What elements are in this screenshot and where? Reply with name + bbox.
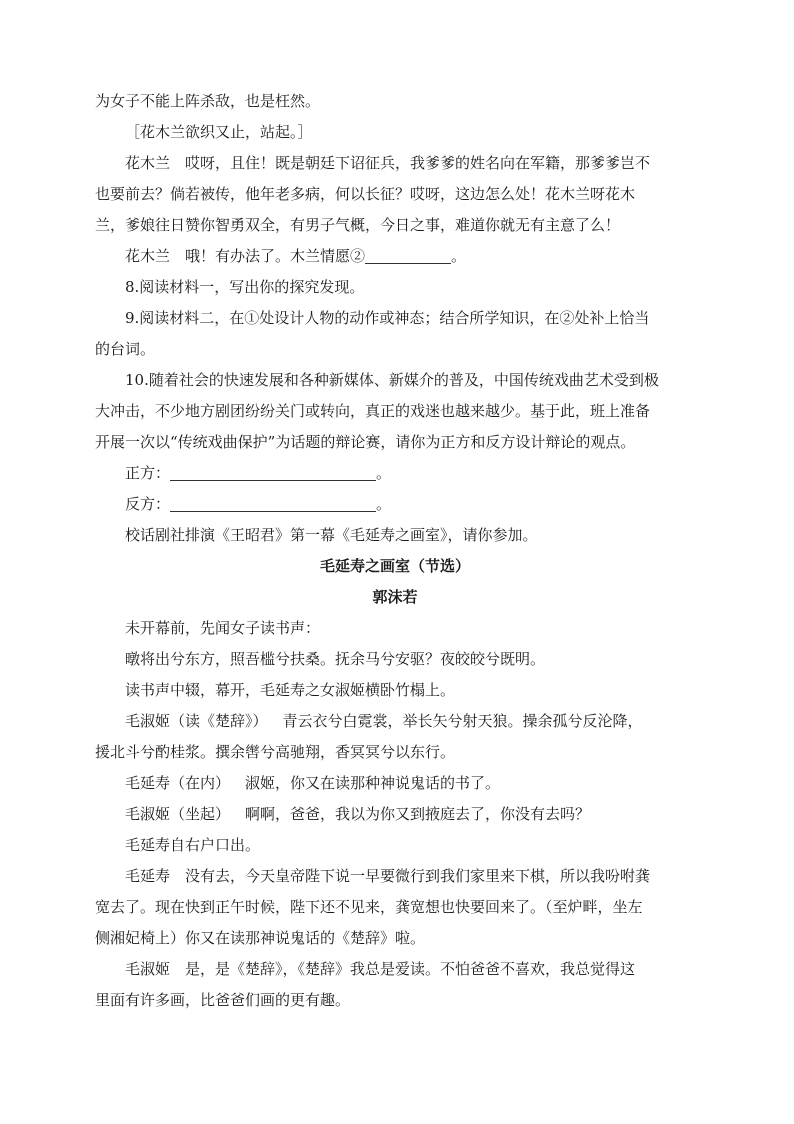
pro-answer-blank[interactable] — [170, 462, 376, 481]
document-page — [95, 86, 695, 1016]
speaker-name: 毛淑姬（读《楚辞》） — [125, 712, 268, 730]
pro-label: 正方： — [125, 464, 171, 482]
dialogue-text: 哎呀，且住！既是朝廷下诏征兵，我爹爹的姓名向在军籍，那爹爹岂不 — [185, 154, 651, 172]
speaker-name: 毛延寿 — [125, 867, 171, 885]
stage-direction: 未开幕前，先闻女子读书声： — [125, 619, 321, 637]
dialogue-text: 啊啊，爸爸，我以为你又到掖庭去了，你没有去吗？ — [245, 805, 591, 823]
play-author: 郭沫若 — [372, 588, 418, 606]
stage-direction: ［花木兰欲织又止，站起。］ — [125, 123, 313, 141]
dialogue-cont: 侧湘妃椅上）你又在读那神说鬼话的《楚辞》啦。 — [95, 929, 426, 947]
intro-line: 校话剧社排演《王昭君》第一幕《毛延寿之画室》，请你参加。 — [125, 526, 538, 544]
dialogue-text: 哦！有办法了。木兰情愿② — [185, 247, 366, 265]
poem-line: 暾将出兮东方，照吾槛兮扶桑。抚余马兮安驱？夜皎皎兮既明。 — [125, 650, 546, 668]
question-8: 8.阅读材料一，写出你的探究发现。 — [125, 278, 365, 296]
play-title: 毛延寿之画室（节选） — [319, 557, 470, 575]
answer-blank[interactable] — [365, 245, 451, 264]
dialogue-text: 淑姬，你又在读那种神说鬼话的书了。 — [245, 774, 501, 792]
stage-direction: 读书声中辍，幕开，毛延寿之女淑姬横卧竹榻上。 — [125, 681, 456, 699]
question-9: 9.阅读材料二，在①处设计人物的动作或神态；结合所学知识，在②处补上恰当 — [125, 309, 650, 327]
con-answer-line — [95, 489, 695, 520]
pro-answer-line — [95, 458, 695, 489]
dialogue-line — [95, 861, 695, 892]
dialogue-line — [95, 241, 695, 272]
question-9-cont: 的台词。 — [95, 340, 156, 358]
script-line: 也要前去？倘若被传，他年老多病，何以长征？哎呀，这边怎么处！花木兰呀花木 — [95, 185, 636, 203]
dialogue-text: 是，是《楚辞》，《楚辞》我总是爱读。不怕爸爸不喜欢，我总觉得这 — [185, 960, 636, 978]
dialogue-line — [95, 768, 695, 799]
end-mark: 。 — [451, 247, 467, 265]
dialogue-cont: 里面有许多画，比爸爸们画的更有趣。 — [95, 991, 351, 1009]
script-line: 为女子不能上阵杀敌，也是枉然。 — [95, 92, 321, 110]
dialogue-cont: 援北斗兮酌桂浆。撰余辔兮高驰翔，香冥冥兮以东行。 — [95, 743, 456, 761]
dialogue-line — [95, 799, 695, 830]
stage-direction: 毛延寿自右户口出。 — [125, 836, 261, 854]
question-10-cont: 大冲击，不少地方剧团纷纷关门或转向，真正的戏迷也越来越少。基于此，班上准备 — [95, 402, 651, 420]
question-10-cont: 开展一次以“传统戏曲保护”为话题的辩论赛，请你为正方和反方设计辩论的观点。 — [95, 433, 636, 451]
speaker-name: 毛延寿（在内） — [125, 774, 231, 792]
end-mark: 。 — [376, 495, 392, 513]
dialogue-text: 没有去，今天皇帝陛下说一早要微行到我们家里来下棋，所以我吩咐龚 — [185, 867, 651, 885]
con-label: 反方： — [125, 495, 171, 513]
dialogue-text: 青云衣兮白霓裳，举长矢兮射天狼。操余孤兮反沦降， — [282, 712, 643, 730]
speaker-name: 毛淑姬（坐起） — [125, 805, 231, 823]
dialogue-line — [95, 706, 695, 737]
dialogue-cont: 宽去了。现在快到正午时候，陛下还不见来，龚宽想也快要回来了。（至炉畔，坐左 — [95, 898, 643, 916]
dialogue-line — [95, 954, 695, 985]
speaker-name: 花木兰 — [125, 247, 171, 265]
con-answer-blank[interactable] — [170, 493, 376, 512]
script-line: 兰，爹娘往日赞你智勇双全，有男子气概，今日之事，难道你就无有主意了么！ — [95, 216, 621, 234]
speaker-name: 毛淑姬 — [125, 960, 171, 978]
question-10: 10.随着社会的快速发展和各种新媒体、新媒介的普及，中国传统戏曲艺术受到极 — [125, 371, 659, 389]
dialogue-line — [95, 148, 695, 179]
speaker-name: 花木兰 — [125, 154, 171, 172]
end-mark: 。 — [376, 464, 392, 482]
